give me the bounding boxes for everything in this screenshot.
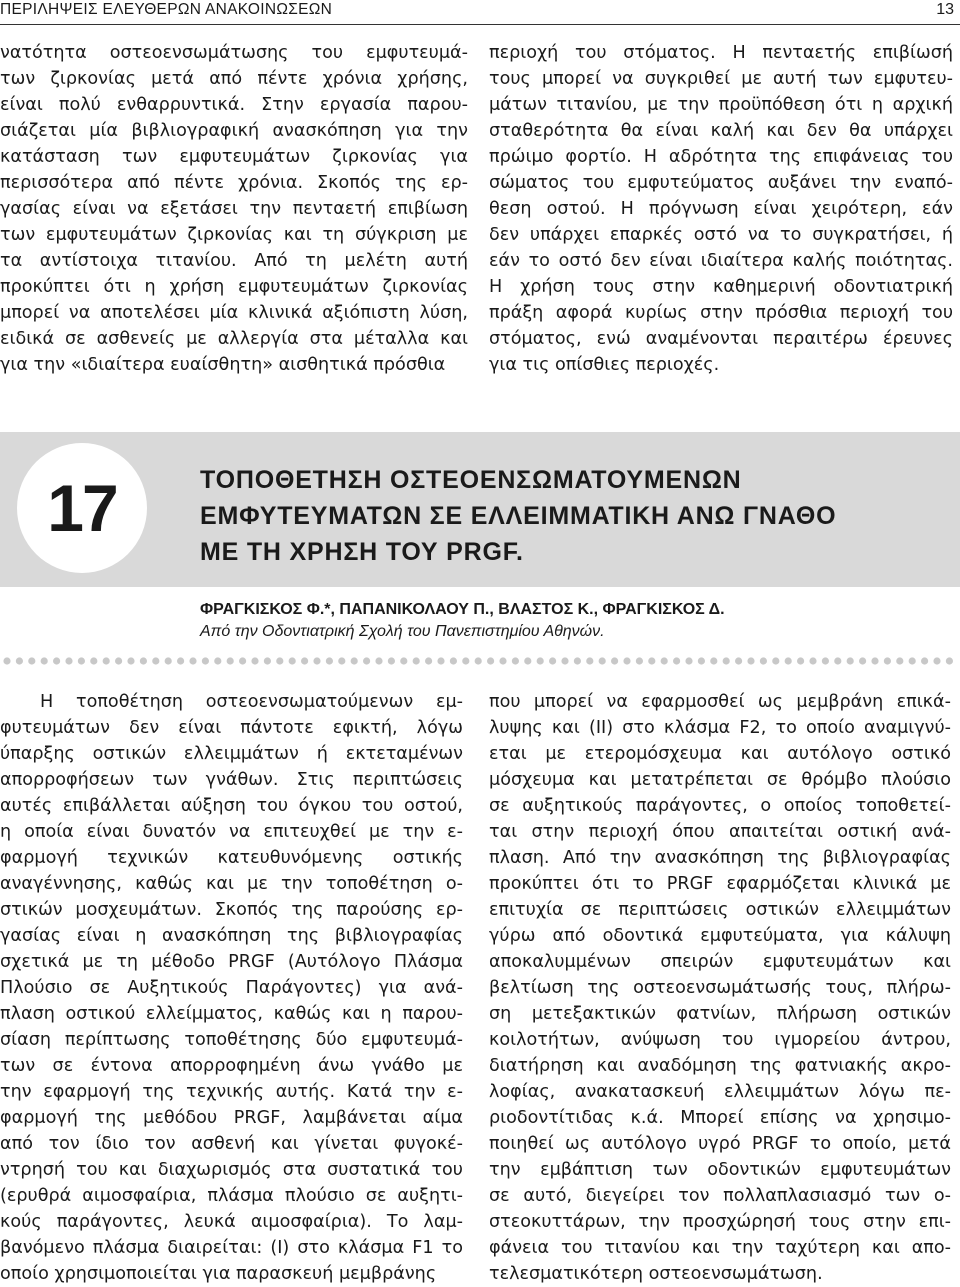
abstract-title-line: ΤΟΠΟΘΕΤΗΣΗ ΟΣΤΕΟΕΝΣΩΜΑΤΟΥΜΕΝΩΝ (200, 466, 742, 494)
bottom-left-column (0, 689, 463, 1287)
separator-dot (574, 657, 581, 664)
text-line: σιάζεται μία βιβλιογραφική ανασκόπηση για την (0, 121, 468, 141)
separator-dot (388, 657, 395, 664)
separator-dot (127, 657, 134, 664)
text-line: αυτές επιβάλλεται αύξηση του όγκου του οστού, (0, 796, 463, 816)
text-line: για τις οπίσθιες περιοχές. (489, 355, 720, 375)
separator-dot (251, 657, 258, 664)
separator-dot (673, 657, 680, 664)
text-line: στικών μοσχευμάτων. Σκοπός της παρούσης ερ- (0, 900, 463, 920)
text-line: στόματος, ενώ αναμένονται περαιτέρω έρευνες (489, 329, 953, 349)
separator-dot (152, 657, 159, 664)
separator-dot (301, 657, 308, 664)
text-line: νατότητα οστεοενσωμάτωσης του εμφυτευμά- (0, 43, 468, 63)
text-line: σώματος του εμφυτεύματος αυξάνει την εναπό- (489, 173, 953, 193)
text-line: περισσότερα από πέντε χρόνια. Σκοπός της ερ- (0, 173, 468, 193)
text-line: εάν το οστό δεν είναι ιδιαίτερα καλής ποιότητας. (489, 251, 953, 271)
text-line: σε αυτό, διεγείρει τον πολλαπλασιασμό των ο- (489, 1186, 951, 1206)
separator-dot (264, 657, 271, 664)
separator-dot (103, 657, 110, 664)
separator-dot (871, 657, 878, 664)
text-line: από τον ίδιο τον ασθενή και γίνεται φυγοκέ- (0, 1134, 463, 1154)
separator-dot (636, 657, 643, 664)
separator-dot (623, 657, 630, 664)
top-right-column (489, 40, 953, 378)
separator-dot (884, 657, 891, 664)
separator-dot (710, 657, 717, 664)
text-line: μάτων τιτανίου, με την προϋπόθεση ότι η αρχική (489, 95, 953, 115)
text-line: αποκαλυμμένων σπειρών εμφυτευμάτων και (489, 952, 951, 972)
text-line: (ερυθρά αιμοσφαίρια, πλάσμα πλούσιο σε αυξητι- (0, 1186, 463, 1206)
separator-dot (239, 657, 246, 664)
separator-dot (760, 657, 767, 664)
separator-dot (375, 657, 382, 664)
abstract-number: 17 (47, 471, 117, 545)
text-line: ση μετεξακτικών φατνίων, πλήρωση οστικών (489, 1004, 951, 1024)
separator-dot (909, 657, 916, 664)
separator-dot (351, 657, 358, 664)
text-line: θεση οστού. Η πρόγνωση είναι χειρότερη, εάν (489, 199, 953, 219)
text-line: μπορεί να αποτελέσει μία κλινικά αξιόπιστη λύση, (0, 303, 468, 323)
text-line: προκύπτει ότι η χρήση εμφυτευμάτων ζιρκονίας (0, 277, 468, 297)
separator-dot (363, 657, 370, 664)
text-line: λυψης και (ΙΙ) στο κλάσμα F2, το οποίο αναμιγνύ- (489, 718, 951, 738)
separator-dot (78, 657, 85, 664)
separator-dot (797, 657, 804, 664)
separator-dot (648, 657, 655, 664)
separator-dot (475, 657, 482, 664)
text-line: αναγέννησης, καθώς και με την τοποθέτηση ο- (0, 874, 463, 894)
text-line: Η χρήση τους στην καθημερινή οδοντιατρική (489, 277, 953, 297)
separator-dot (3, 657, 10, 664)
dotted-separator (0, 655, 960, 667)
text-line: βανόμενο πλάσμα διαιρείται: (Ι) στο κλάσμα F1 το (0, 1238, 463, 1258)
text-line: ύπαρξης οστικών ελλειμμάτων ή εκτεταμένων (0, 744, 463, 764)
abstract-title-line: ΕΜΦΥΤΕΥΜΑΤΩΝ ΣΕ ΕΛΛΕΙΜΜΑΤΙΚΗ ΑΝΩ ΓΝΑΘΟ (200, 502, 837, 530)
text-line: πλαση οστικού ελλείμματος, καθώς και η παρου- (0, 1004, 463, 1024)
text-line: ται στην περιοχή όπου απαιτείται οστική ανά- (489, 822, 951, 842)
separator-dot (834, 657, 841, 664)
bottom-right-column (489, 689, 951, 1287)
separator-dot (847, 657, 854, 664)
separator-dot (326, 657, 333, 664)
text-line: η οποία είναι δυνατόν να επιτευχθεί με την ε- (0, 822, 463, 842)
text-line: φάνεια του τιτανίου και την ταχύτερη και απο- (489, 1238, 951, 1258)
separator-dot (450, 657, 457, 664)
separator-dot (425, 657, 432, 664)
separator-dot (809, 657, 816, 664)
separator-dot (90, 657, 97, 664)
separator-dot (747, 657, 754, 664)
separator-dot (921, 657, 928, 664)
separator-dot (115, 657, 122, 664)
separator-dot (227, 657, 234, 664)
text-line: κατάσταση των εμφυτευμάτων ζιρκονίας για (0, 147, 468, 167)
text-line: στεοκυττάρων, την προσχώρησή τους στην επι- (489, 1212, 951, 1232)
text-line: Η τοποθέτηση οστεοενσωματούμενων εμ- (40, 692, 463, 712)
separator-dot (16, 657, 23, 664)
text-line: γασίας είναι να εξετάσει την πενταετή επιβίωση (0, 199, 468, 219)
separator-dot (313, 657, 320, 664)
text-line: των ζιρκονίας μετά από πέντε χρόνια χρήσης, (0, 69, 468, 89)
text-line: οποίο χρησιμοποιείται για παρασκευή μεμβράνης (0, 1264, 437, 1284)
text-line: ειδικά σε ασθενείς με αλλεργία στα μέταλλα και (0, 329, 468, 349)
separator-dot (896, 657, 903, 664)
text-line: φυτευμάτων δεν είναι πάντοτε εφικτή, λόγω (0, 718, 463, 738)
text-line: γασίας είναι η ανασκόπηση της βιβλιογραφίας (0, 926, 463, 946)
text-line: επιτυχία σε περιπτώσεις οστικών ελλειμμάτων (489, 900, 951, 920)
separator-dot (177, 657, 184, 664)
separator-dot (437, 657, 444, 664)
separator-dot (65, 657, 72, 664)
separator-dot (946, 657, 953, 664)
separator-dot (599, 657, 606, 664)
separator-dot (524, 657, 531, 664)
text-line: φαρμογή της μεθόδου PRGF, λαμβάνεται αίμα (0, 1108, 463, 1128)
text-line: φαρμογή τεχνικών κατευθυνόμενης οστικής (0, 848, 463, 868)
separator-dot (165, 657, 172, 664)
separator-dot (140, 657, 147, 664)
text-line: Πλούσιο σε Αυξητικούς Παράγοντες) για ανά- (0, 978, 463, 998)
separator-dot (723, 657, 730, 664)
text-line: απορροφήσεων των γνάθων. Στις περιπτώσεις (0, 770, 463, 790)
separator-dot (661, 657, 668, 664)
page-number: 13 (936, 1, 954, 18)
text-line: την εμβάπτιση των οδοντικών εμφυτευμάτων (489, 1160, 951, 1180)
text-line: σε αυξητικούς παράγοντες, ο οποίος τοποθετεί- (489, 796, 951, 816)
text-line: ντρησή του και διαχωρισμός στα συστατικά του (0, 1160, 463, 1180)
separator-dot (53, 657, 60, 664)
header-rule (0, 24, 960, 25)
abstract-affiliation: Από την Οδοντιατρική Σχολή του Πανεπιστημίου Αθηνών. (200, 623, 605, 640)
text-line: διατήρηση και αναδόμηση της φατνιακής ακρο- (489, 1056, 951, 1076)
text-line: πλαση. Από την ανασκόπηση της βιβλιογραφίας (489, 848, 951, 868)
text-line: τελεσματικότερη οστεοενσωμάτωση. (489, 1264, 823, 1284)
separator-dot (698, 657, 705, 664)
separator-dot (735, 657, 742, 664)
separator-dot (549, 657, 556, 664)
text-line: βελτίωση της οστεοενσωμάτωσής τους, πλήρω- (489, 978, 951, 998)
text-line: λοφίας, ανακατασκευή ελλειμμάτων λόγω πε- (489, 1082, 951, 1102)
running-header: ΠΕΡΙΛΗΨΕΙΣ ΕΛΕΥΘΕΡΩΝ ΑΝΑΚΟΙΝΩΣΕΩΝ (0, 1, 333, 18)
abstract-authors: ΦΡΑΓΚΙΣΚΟΣ Φ.*, ΠΑΠΑΝΙΚΟΛΑΟΥ Π., ΒΛΑΣΤΟΣ Κ., ΦΡΑΓΚΙΣΚΟΣ Δ. (200, 601, 725, 618)
text-line: ποιηθεί ως αυτόλογο υγρό PRGF το οποίο, μετά (489, 1134, 951, 1154)
separator-dot (537, 657, 544, 664)
separator-dot (28, 657, 35, 664)
separator-dot (561, 657, 568, 664)
separator-dot (413, 657, 420, 664)
text-line: είναι πολύ ενθαρρυντικά. Στην εργασία παρου- (0, 95, 468, 115)
text-line: κούς παράγοντες, λευκά αιμοσφαίρια). Το λαμ- (0, 1212, 463, 1232)
separator-dot (933, 657, 940, 664)
separator-dot (859, 657, 866, 664)
text-line: περιοχή του στόματος. Η πενταετής επιβίωσή (489, 43, 953, 63)
text-line: τα αντίστοιχα τιτανίου. Από τη μελέτη αυτή (0, 251, 468, 271)
text-line: σταθερότητα θα είναι καλή και δεν θα υπάρχει (489, 121, 953, 141)
text-line: γύρω από οδοντικά εμφυτεύματα, για κάλυψη (489, 926, 951, 946)
text-line: την εφαρμογή της τεχνικής αυτής. Κατά την ε- (0, 1082, 463, 1102)
separator-dot (512, 657, 519, 664)
abstract-title-line: ΜΕ ΤΗ ΧΡΗΣΗ ΤΟΥ PRGF. (200, 538, 524, 566)
text-line: τους μπορεί να συγκριθεί με αυτή των εμφυτευ- (489, 69, 953, 89)
text-line: πρώιμο φορτίο. Η αδρότητα της επιφάνειας του (489, 147, 953, 167)
separator-dot (400, 657, 407, 664)
text-line: των σε έντονα απορροφημένη άνω γνάθο με (0, 1056, 463, 1076)
separator-dot (822, 657, 829, 664)
text-line: κοιλοτήτων, ανύψωση του ιγμορείου άντρου, (489, 1030, 951, 1050)
text-line: πράξη αφορά κυρίως στην πρόσθια περιοχή του (489, 303, 953, 323)
text-line: των εμφυτευμάτων ζιρκονίας και τη σύγκριση με (0, 225, 468, 245)
separator-dot (338, 657, 345, 664)
separator-dot (214, 657, 221, 664)
separator-dot (499, 657, 506, 664)
separator-dot (611, 657, 618, 664)
separator-dot (685, 657, 692, 664)
text-line: μόσχευμα και μετατρέπεται σε θρόμβο πλούσιο (489, 770, 951, 790)
text-line: που μπορεί να εφαρμοσθεί ως μεμβράνη επικά- (489, 692, 951, 712)
text-line: προκύπτει ότι το PRGF εφαρμόζεται κλινικά με (489, 874, 951, 894)
separator-dot (189, 657, 196, 664)
separator-dot (586, 657, 593, 664)
text-line: για την «ιδιαίτερα ευαίσθητη» αισθητικά πρόσθια (0, 355, 446, 375)
separator-dot (772, 657, 779, 664)
text-line: ριοδοντίτιδας κ.ά. Μπορεί επίσης να χρησιμο- (489, 1108, 951, 1128)
separator-dot (487, 657, 494, 664)
separator-dot (785, 657, 792, 664)
separator-dot (462, 657, 469, 664)
text-line: σίαση περίπτωσης τοποθέτησης δύο εμφυτευμά- (0, 1030, 463, 1050)
separator-dot (276, 657, 283, 664)
text-line: δεν υπάρχει επαρκές οστό να το συγκρατήσει, ή (489, 225, 953, 245)
separator-dot (202, 657, 209, 664)
separator-dot (41, 657, 48, 664)
abstract-title (200, 462, 836, 570)
text-line: σχετικά με τη μέθοδο PRGF (Αυτόλογο Πλάσμα (0, 952, 463, 972)
separator-dot (289, 657, 296, 664)
top-left-column (0, 40, 468, 378)
text-line: εται με ετερομόσχευμα και αυτόλογο οστικό (489, 744, 951, 764)
